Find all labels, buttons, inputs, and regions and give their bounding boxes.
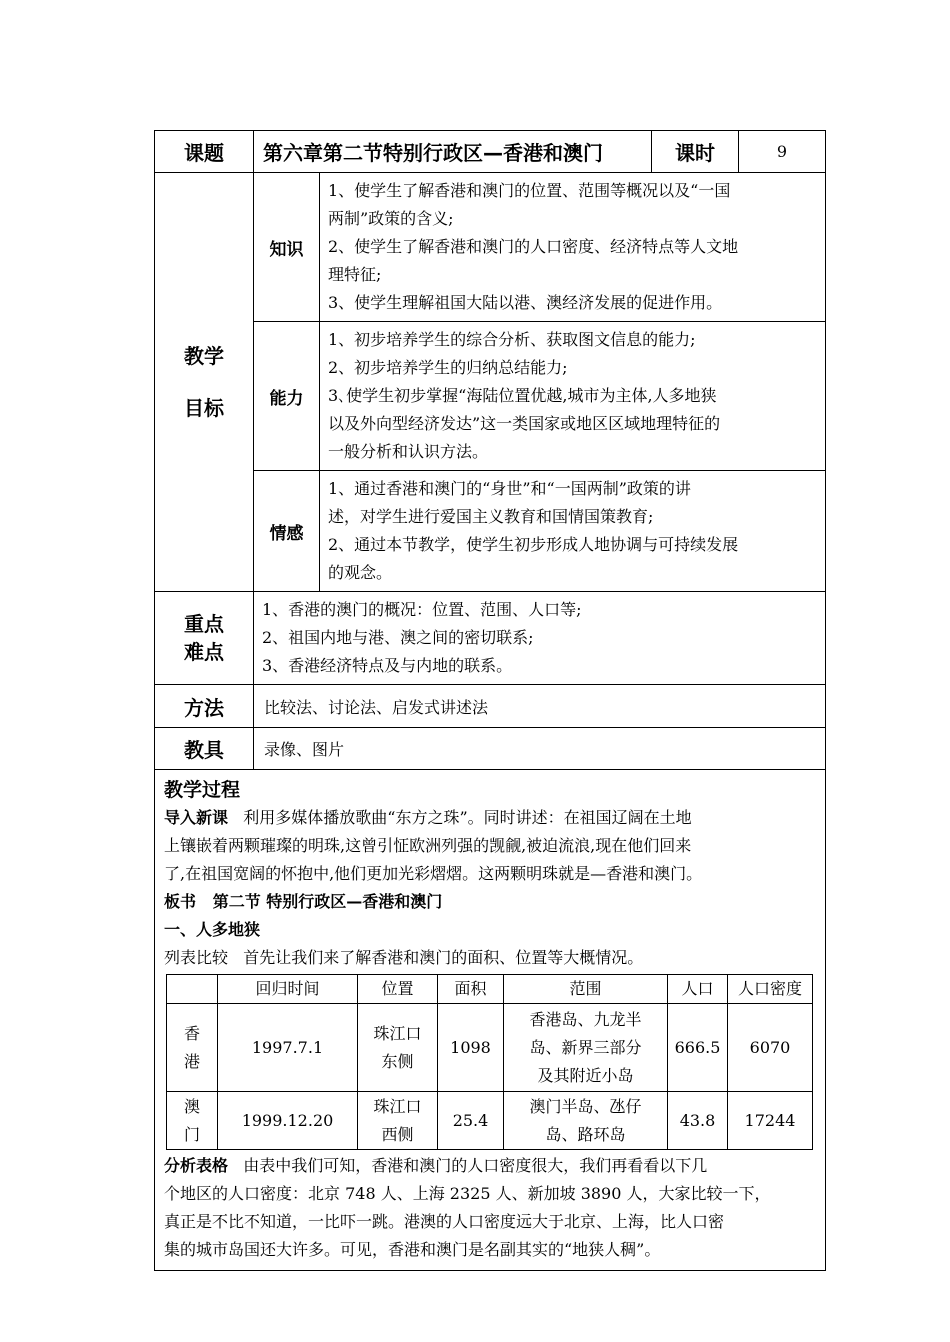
intro-text: 利用多媒体播放歌曲“东方之珠”。同时讲述：在祖国辽阔在土地	[243, 808, 692, 827]
intro-line: 了,在祖国宽阔的怀抱中,他们更加光彩熠熠。这两颗明珠就是—香港和澳门。	[164, 864, 703, 883]
scope-line: 岛、新界三部分	[529, 1037, 642, 1057]
header-cell: 人口	[668, 975, 728, 1004]
return-date: 1999.12.20	[218, 1092, 358, 1150]
emotion-line: 2、通过本节教学，使学生初步形成人地协调与可持续发展	[328, 535, 739, 554]
header-cell: 面积	[438, 975, 504, 1004]
region-name-line: 门	[183, 1124, 200, 1144]
header-cell: 回归时间	[218, 975, 358, 1004]
knowledge-line: 2、使学生了解香港和澳门的人口密度、经济特点等人文地	[328, 237, 739, 256]
ability-line: 3､使学生初步掌握“海陆位置优越,城市为主体,人多地狭	[328, 386, 717, 405]
scope-line: 香港岛、九龙半	[529, 1009, 642, 1029]
header-cell: 位置	[358, 975, 438, 1004]
method-label: 方法	[155, 685, 254, 728]
hours-label: 课时	[652, 131, 739, 173]
objectives-label	[155, 173, 254, 592]
header-cell	[167, 975, 218, 1004]
ability-line: 2、初步培养学生的归纳总结能力;	[328, 358, 568, 377]
ability-line: 一般分析和认识方法。	[328, 442, 489, 461]
process-row	[155, 770, 826, 1271]
analysis-line	[164, 1152, 816, 1180]
section-heading: 一、人多地狭	[164, 920, 261, 939]
teaching-process	[155, 770, 826, 1271]
header-cell: 人口密度	[728, 975, 813, 1004]
emotion-content	[320, 471, 826, 592]
analysis-label: 分析表格	[164, 1156, 229, 1175]
region-name	[167, 1092, 218, 1150]
scope-line: 及其附近小岛	[537, 1065, 634, 1085]
emotion-line: 述，对学生进行爱国主义教育和国情国策教育;	[328, 507, 654, 526]
area: 1098	[438, 1004, 504, 1092]
knowledge-line: 1、使学生了解香港和澳门的位置、范围等概况以及“一国	[328, 181, 731, 200]
tools-row	[155, 728, 826, 770]
intro-line: 上镶嵌着两颗璀璨的明珠,这曾引怔欧洲列强的觊觎,被迫流浪,现在他们回来	[164, 836, 692, 855]
scope-line: 岛、路环岛	[545, 1124, 626, 1144]
location	[358, 1092, 438, 1150]
lesson-plan-table	[154, 130, 826, 1271]
board-label: 板书	[164, 892, 197, 911]
board-text: 第二节 特别行政区—香港和澳门	[212, 892, 443, 911]
table-row	[167, 1092, 813, 1150]
intro-line	[164, 804, 816, 832]
location-line: 珠江口	[373, 1023, 422, 1043]
header-row	[155, 131, 826, 173]
knowledge-line: 两制”政策的含义;	[328, 209, 454, 228]
density: 6070	[728, 1004, 813, 1092]
location-line: 西侧	[381, 1124, 414, 1144]
emotion-line: 1、通过香港和澳门的“身世”和“一国两制”政策的讲	[328, 479, 691, 498]
region-name-line: 香	[183, 1023, 200, 1043]
process-title: 教学过程	[164, 779, 241, 801]
key-point-line: 1、香港的澳门的概况：位置、范围、人口等;	[262, 600, 582, 619]
objectives-label-line2: 目标	[184, 396, 224, 420]
key-points-label-line1: 重点	[184, 612, 224, 636]
analysis-text: 由表中我们可知，香港和澳门的人口密度很大，我们再看看以下几	[243, 1156, 708, 1175]
region-name	[167, 1004, 218, 1092]
comparison-header-row	[167, 975, 813, 1004]
comparison-table	[166, 974, 813, 1150]
location-line: 珠江口	[373, 1096, 422, 1116]
emotion-line: 的观念。	[328, 563, 393, 582]
key-points-content	[254, 592, 826, 685]
method-text: 比较法、讨论法、启发式讲述法	[254, 685, 826, 728]
analysis-line: 真正是不比不知道，一比吓一跳。港澳的人口密度远大于北京、上海，比人口密	[164, 1212, 725, 1231]
knowledge-line: 理特征;	[328, 265, 382, 284]
knowledge-line: 3、使学生理解祖国大陆以港、澳经济发展的促进作用。	[328, 293, 723, 312]
key-point-line: 2、祖国内地与港、澳之间的密切联系;	[262, 628, 534, 647]
location	[358, 1004, 438, 1092]
key-points-row	[155, 592, 826, 685]
compare-text: 首先让我们来了解香港和澳门的面积、位置等大概情况。	[243, 948, 644, 967]
topic-label: 课题	[155, 131, 254, 173]
scope-line: 澳门半岛、氹仔	[529, 1096, 642, 1116]
ability-label: 能力	[254, 322, 320, 471]
knowledge-row	[155, 173, 826, 322]
board-line	[164, 888, 816, 916]
key-point-line: 3、香港经济特点及与内地的联系。	[262, 656, 513, 675]
scope	[504, 1004, 668, 1092]
population: 43.8	[668, 1092, 728, 1150]
scope	[504, 1092, 668, 1150]
population: 666.5	[668, 1004, 728, 1092]
topic-title: 第六章第二节特别行政区—香港和澳门	[254, 131, 652, 173]
area: 25.4	[438, 1092, 504, 1150]
key-points-label	[155, 592, 254, 685]
region-name-line: 港	[183, 1051, 200, 1071]
table-row	[167, 1004, 813, 1092]
ability-content	[320, 322, 826, 471]
key-points-label-line2: 难点	[184, 640, 224, 664]
hours-value: 9	[739, 131, 826, 173]
density: 17244	[728, 1092, 813, 1150]
ability-line: 以及外向型经济发达”这一类国家或地区区域地理特征的	[328, 414, 721, 433]
knowledge-content	[320, 173, 826, 322]
emotion-row	[155, 471, 826, 592]
emotion-label: 情感	[254, 471, 320, 592]
method-row	[155, 685, 826, 728]
tools-label: 教具	[155, 728, 254, 770]
region-name-line: 澳	[183, 1096, 200, 1116]
return-date: 1997.7.1	[218, 1004, 358, 1092]
compare-line	[164, 944, 816, 972]
location-line: 东侧	[381, 1051, 414, 1071]
header-cell: 范围	[504, 975, 668, 1004]
intro-label: 导入新课	[164, 808, 229, 827]
compare-label: 列表比较	[164, 948, 229, 967]
analysis-line: 集的城市岛国还大许多。可见，香港和澳门是名副其实的“地狭人稠”。	[164, 1240, 661, 1259]
ability-line: 1、初步培养学生的综合分析、获取图文信息的能力;	[328, 330, 696, 349]
ability-row	[155, 322, 826, 471]
knowledge-label: 知识	[254, 173, 320, 322]
tools-text: 录像、图片	[254, 728, 826, 770]
objectives-label-line1: 教学	[184, 344, 224, 368]
analysis-line: 个地区的人口密度：北京 748 人、上海 2325 人、新加坡 3890 人，大家比较一下，	[164, 1184, 771, 1203]
